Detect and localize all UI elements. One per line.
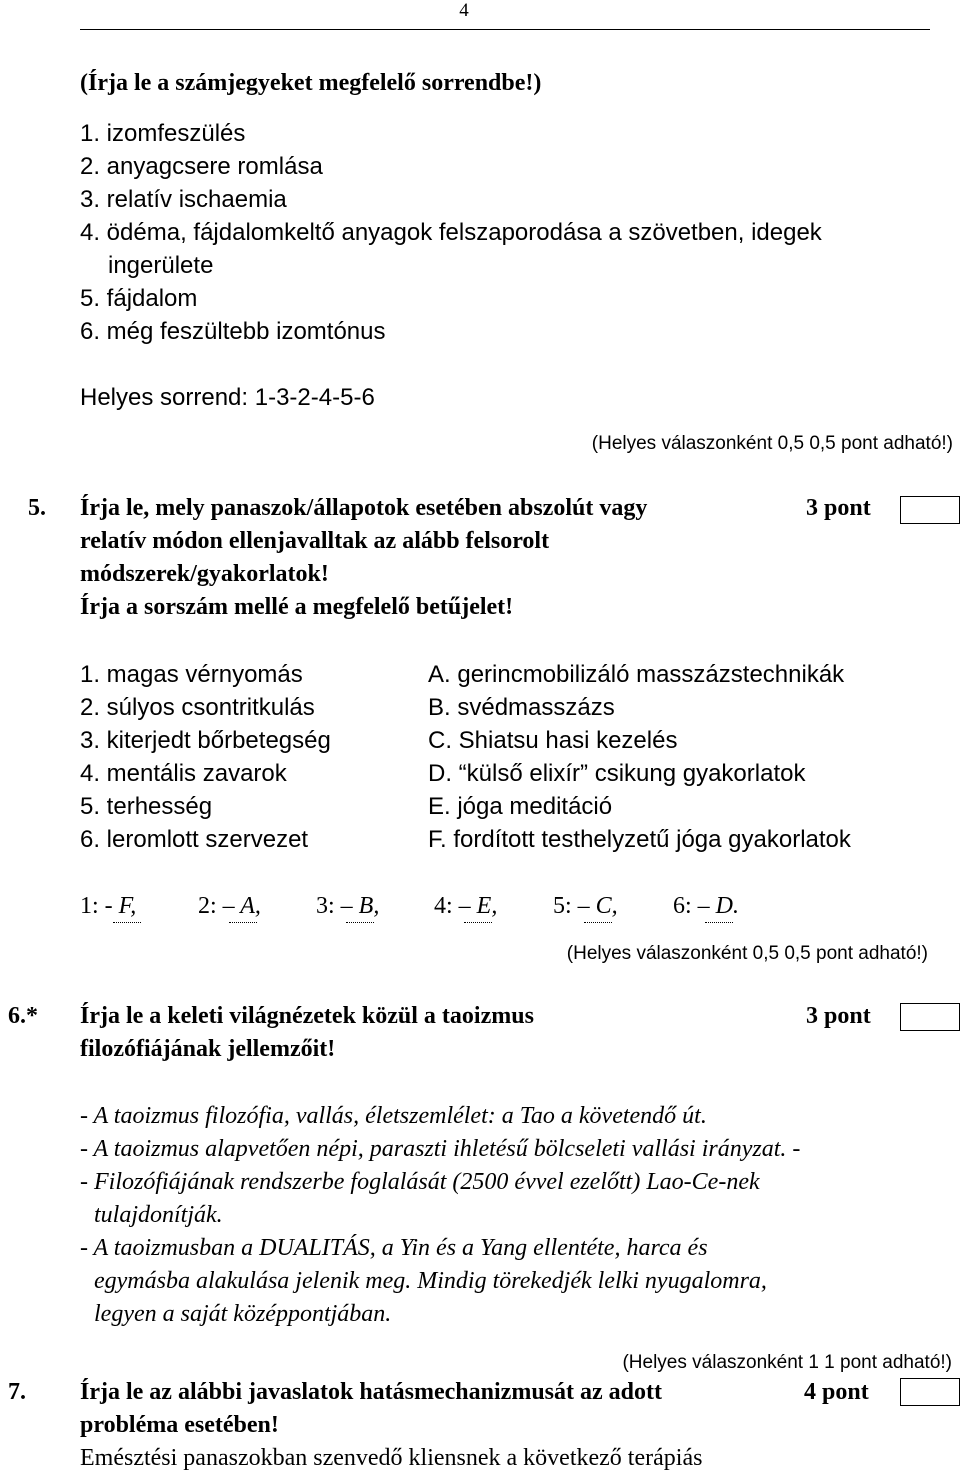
q5-left-item: 2. súlyos csontritkulás — [80, 694, 315, 721]
q5-question-line: Írja le, mely panaszok/állapotok esetében abszolút vagy — [80, 495, 648, 521]
q5-right-item: A. gerincmobilizáló masszázstechnikák — [428, 661, 845, 688]
q5-answer-value: - F, — [104, 893, 137, 919]
q4-item: 3. relatív ischaemia — [80, 186, 287, 213]
q5-right-item: E. jóga meditáció — [428, 793, 613, 820]
header-rule — [80, 29, 930, 30]
q5-right-item: D. “külső elixír” csikung gyakorlatok — [428, 760, 806, 787]
q5-answer-blank — [346, 922, 374, 923]
q7-points: 4 pont — [804, 1379, 869, 1405]
q6-answer-line: legyen a saját középpontjában. — [94, 1301, 392, 1327]
q6-answer-line: - A taoizmus filozófia, vallás, életszemlélet: a Tao a követendő út. — [80, 1103, 707, 1129]
q5-answer — [198, 893, 261, 920]
q5-number: 5. — [28, 495, 46, 521]
q5-answer-blank — [229, 922, 257, 923]
q5-answer-label: 4: — [434, 893, 453, 919]
q6-score-box[interactable] — [900, 1003, 960, 1031]
q5-answer-value: – D. — [697, 893, 740, 919]
q5-answer-label: 5: — [553, 893, 572, 919]
q7-question-line: probléma esetében! — [80, 1412, 279, 1438]
q7-question-line: Írja le az alábbi javaslatok hatásmechanizmusát az adott — [80, 1379, 662, 1405]
q5-answer-blank — [464, 922, 492, 923]
q5-answer — [316, 893, 379, 920]
q5-left-item: 6. leromlott szervezet — [80, 826, 309, 853]
q5-left-item: 4. mentális zavarok — [80, 760, 287, 787]
q5-answer-label: 1: — [80, 893, 99, 919]
q5-answer-blank — [113, 922, 141, 923]
q6-question-line: filozófiájának jellemzőit! — [80, 1036, 336, 1062]
q4-item: 6. még feszültebb izomtónus — [80, 318, 386, 345]
q5-answer-blank — [705, 922, 733, 923]
q5-points: 3 pont — [806, 495, 871, 521]
q4-item: 5. fájdalom — [80, 285, 198, 312]
q4-item-continuation: ingerülete — [108, 252, 214, 279]
q5-answer-value: – B, — [340, 893, 380, 919]
q5-left-item: 1. magas vérnyomás — [80, 661, 303, 688]
q7-text: Emésztési panaszokban szenvedő kliensnek a következő terápiás — [80, 1445, 703, 1471]
q5-answer-blank — [584, 922, 612, 923]
q7-number: 7. — [8, 1379, 26, 1405]
q5-answer-label: 6: — [673, 893, 692, 919]
q6-answer-line: - A taoizmusban a DUALITÁS, a Yin és a Yang ellentéte, harca és — [80, 1235, 708, 1261]
q5-right-item: F. fordított testhelyzetű jóga gyakorlatok — [428, 826, 851, 853]
q5-answer — [434, 893, 497, 920]
q5-question-line: Írja a sorszám mellé a megfelelő betűjelet! — [80, 594, 514, 620]
q5-answer-value: – A, — [222, 893, 261, 919]
q5-answer-value: – C, — [577, 893, 618, 919]
q5-right-item: B. svédmasszázs — [428, 694, 615, 721]
q5-question-line: módszerek/gyakorlatok! — [80, 561, 329, 587]
q5-answer-value: – E, — [458, 893, 498, 919]
q6-answer-line: tulajdonítják. — [94, 1202, 223, 1228]
q4-instruction: (Írja le a számjegyeket megfelelő sorrendbe!) — [80, 70, 542, 96]
q5-answer — [553, 893, 618, 920]
q6-scoring: (Helyes válaszonként 1 1 pont adható!) — [622, 1352, 952, 1373]
q4-answer: Helyes sorrend: 1-3-2-4-5-6 — [80, 384, 375, 411]
q5-answer — [80, 893, 136, 920]
q5-answer-label: 2: — [198, 893, 217, 919]
q4-item: 4. ödéma, fájdalomkeltő anyagok felszaporodása a szövetben, idegek — [80, 219, 822, 246]
q4-item: 2. anyagcsere romlása — [80, 153, 323, 180]
q4-scoring: (Helyes válaszonként 0,5 0,5 pont adható!) — [591, 433, 953, 454]
q6-question-line: Írja le a keleti világnézetek közül a taoizmus — [80, 1003, 534, 1029]
q5-left-item: 3. kiterjedt bőrbetegség — [80, 727, 331, 754]
q5-right-item: C. Shiatsu hasi kezelés — [428, 727, 678, 754]
q5-score-box[interactable] — [900, 496, 960, 524]
q7-score-box[interactable] — [900, 1378, 960, 1406]
q6-number: 6.* — [8, 1003, 38, 1029]
q5-question-line: relatív módon ellenjavalltak az alább felsorolt — [80, 528, 550, 554]
q5-answer-label: 3: — [316, 893, 335, 919]
q5-left-item: 5. terhesség — [80, 793, 213, 820]
q6-answer-line: - Filozófiájának rendszerbe foglalását (2500 évvel ezelőtt) Lao-Ce-nek — [80, 1169, 760, 1195]
q5-answer — [673, 893, 739, 920]
q5-scoring: (Helyes válaszonként 0,5 0,5 pont adható!) — [566, 943, 928, 964]
page-number: 4 — [459, 0, 469, 21]
q6-answer-line: - A taoizmus alapvetően népi, paraszti ihletésű bölcseleti vallási irányzat. - — [80, 1136, 801, 1162]
q6-points: 3 pont — [806, 1003, 871, 1029]
q6-answer-line: egymásba alakulása jelenik meg. Mindig törekedjék lelki nyugalomra, — [94, 1268, 767, 1294]
q4-item: 1. izomfeszülés — [80, 120, 246, 147]
